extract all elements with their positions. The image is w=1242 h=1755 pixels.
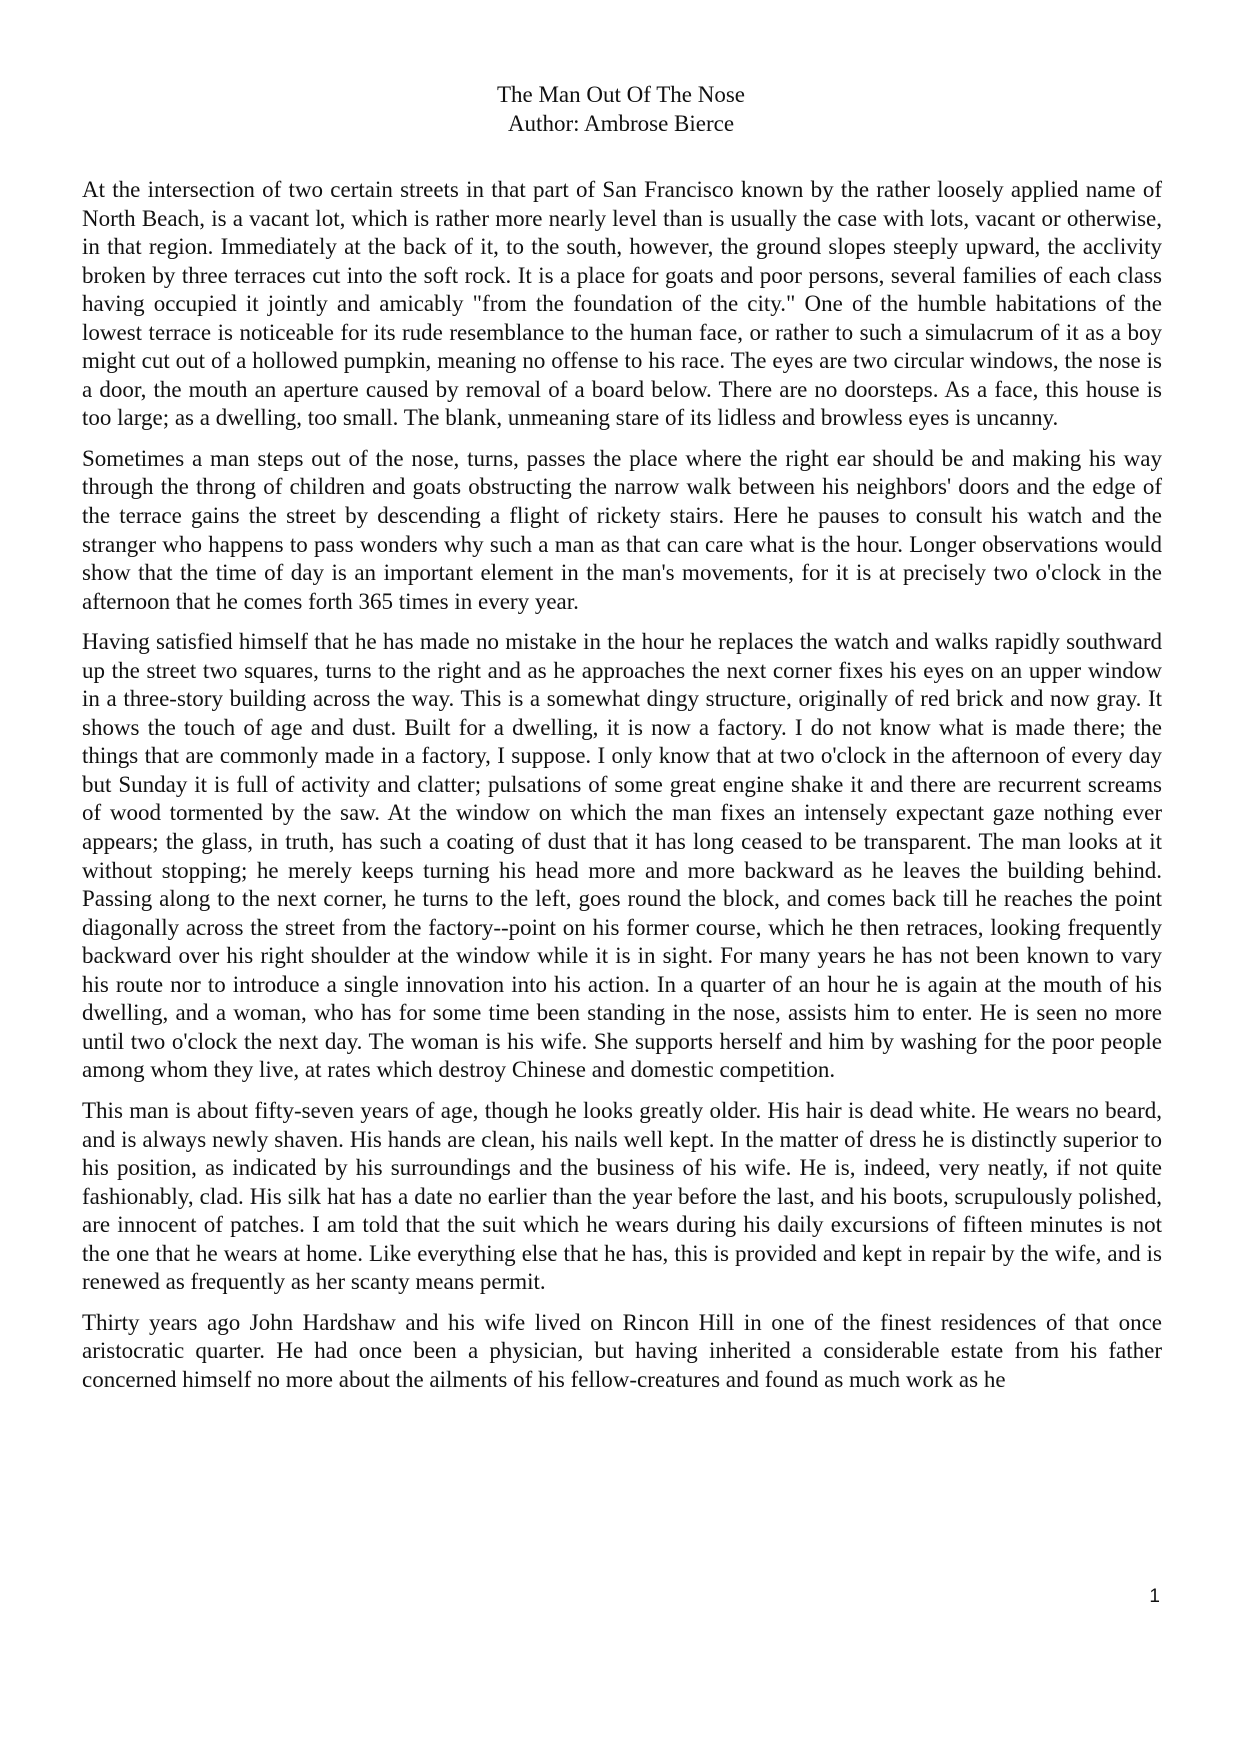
document-title: The Man Out Of The Nose: [496, 82, 746, 107]
document-body: [82, 176, 1162, 1406]
paragraph-5: Thirty years ago John Hardshaw and his wife lived on Rincon Hill in one of the finest residences of that once aristocratic quarter. He had once been a physician, but having inherited a considerable estate from his father concerned himself no more about the ailments of his fellow-creatures and found as much work as he: [82, 1309, 1162, 1392]
page-number: 1: [1149, 1586, 1160, 1607]
paragraph-1: At the intersection of two certain streets in that part of San Francisco known by the rather loosely applied name of North Beach, is a vacant lot, which is rather more nearly level than is usually the case with lots, vacant or otherwise, in that region. Immediately at the back of it, to the south, however, the ground slopes steeply upward, the acclivity broken by three terraces cut into the soft rock. It is a place for goats and poor persons, several families of each class having occupied it jointly and amicably "from the foundation of the city." One of the humble habitations of the lowest terrace is noticeable for its rude resemblance to the human face, or rather to such a simulacrum of it as a boy might cut out of a hollowed pumpkin, meaning no offense to his race. The eyes are two circular windows, the nose is a door, the mouth an aperture caused by removal of a board below. There are no doorsteps. As a face, this house is too large; as a dwelling, too small. The blank, unmeaning stare of its lidless and browless eyes is uncanny.: [82, 177, 1162, 431]
paragraph-2: Sometimes a man steps out of the nose, turns, passes the place where the right ear should be and making his way through the throng of children and goats obstructing the narrow walk between his neighbors' doors and the edge of the terrace gains the street by descending a flight of rickety stairs. Here he pauses to consult his watch and the stranger who happens to pass wonders why such a man as that can care what is the hour. Longer observations would show that the time of day is an important element in the man's movements, for it is at precisely two o'clock in the afternoon that he comes forth 365 times in every year.: [82, 445, 1162, 614]
document-author: Author: Ambrose Bierce: [507, 111, 735, 136]
paragraph-4: This man is about fifty-seven years of age, though he looks greatly older. His hair is dead white. He wears no beard, and is always newly shaven. His hands are clean, his nails well kept. In the matter of dress he is distinctly superior to his position, as indicated by his surroundings and the business of his wife. He is, indeed, very neatly, if not quite fashionably, clad. His silk hat has a date no earlier than the year before the last, and his boots, scrupulously polished, are innocent of patches. I am told that the suit which he wears during his daily excursions of fifteen minutes is not the one that he wears at home. Like everything else that he has, this is provided and kept in repair by the wife, and is renewed as frequently as her scanty means permit.: [82, 1097, 1162, 1295]
paragraph-3: Having satisfied himself that he has made no mistake in the hour he replaces the watch and walks rapidly southward up the street two squares, turns to the right and as he approaches the next corner fixes his eyes on an upper window in a three-story building across the way. This is a somewhat dingy structure, originally of red brick and now gray. It shows the touch of age and dust. Built for a dwelling, it is now a factory. I do not know what is made there; the things that are commonly made in a factory, I suppose. I only know that at two o'clock in the afternoon of every day but Sunday it is full of activity and clatter; pulsations of some great engine shake it and there are recurrent screams of wood tormented by the saw. At the window on which the man fixes an intensely expectant gaze nothing ever appears; the glass, in truth, has such a coating of dust that it has long ceased to be transparent. The man looks at it without stopping; he merely keeps turning his head more and more backward as he leaves the building behind. Passing along to the next corner, he turns to the left, goes round the block, and comes back till he reaches the point diagonally across the street from the factory--point on his former course, which he then retraces, looking frequently backward over his right shoulder at the window while it is in sight. For many years he has not been known to vary his route nor to introduce a single innovation into his action. In a quarter of an hour he is again at the mouth of his dwelling, and a woman, who has for some time been standing in the nose, assists him to enter. He is seen no more until two o'clock the next day. The woman is his wife. She supports herself and him by washing for the poor people among whom they live, at rates which destroy Chinese and domestic competition.: [82, 629, 1162, 1083]
document-header: [0, 80, 1242, 138]
